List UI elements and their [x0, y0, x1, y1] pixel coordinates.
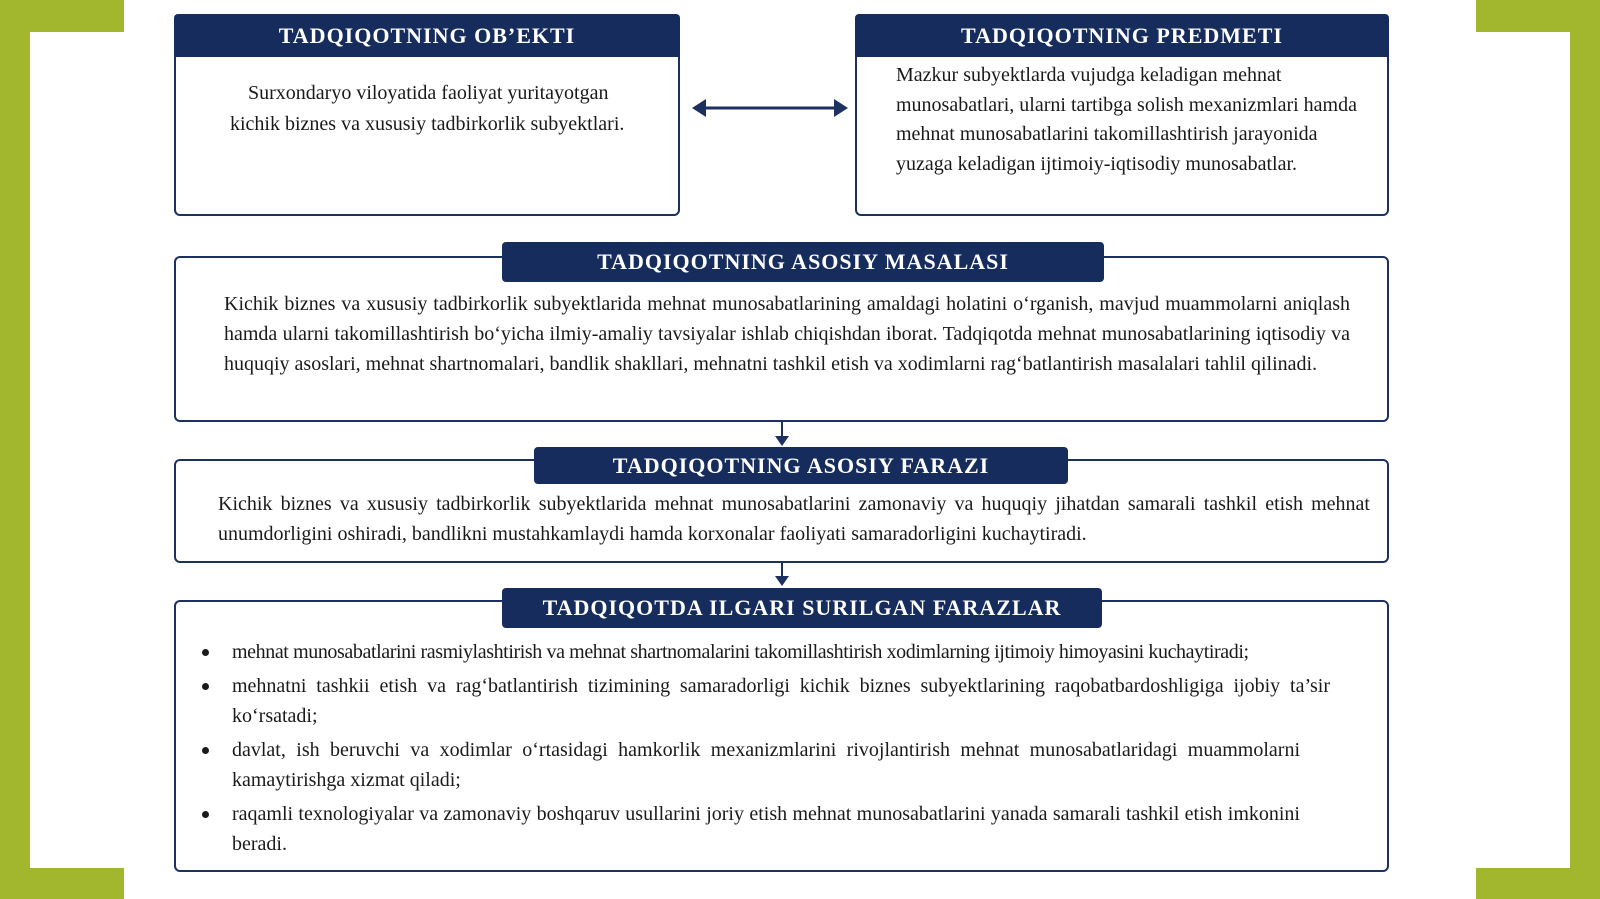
hypothesis-text: raqamli texnologiyalar va zamonaviy boshqaruv usullarini joriy etish mehnat munosabatlarini yanada samarali tashkil etish imkonini beradi. — [232, 803, 1300, 855]
list-item — [202, 735, 1380, 795]
list-item — [202, 671, 1380, 731]
hypotheses-list-wrap — [202, 637, 1380, 863]
bullet-icon — [202, 683, 209, 690]
hypothesis-text: mehnatni tashkii etish va rag‘batlantirish tizimining samaradorligi kichik biznes subyektlarining raqobatbardoshligiga ijobiy ta’sir ko‘rsatadi; — [232, 675, 1330, 727]
left-frame-inner — [30, 32, 124, 868]
subject-text: Mazkur subyektlarda vujudga keladigan mehnat munosabatlari, ularni tartibga solish mexanizmlari hamda mehnat munosabatlarini takomillashtirish jarayonida yuzaga keladigan ijtimoiy-iqtisodiy munosabatlar. — [896, 64, 1357, 175]
list-item — [202, 799, 1380, 859]
hypothesis-text: mehnat munosabatlarini rasmiylashtirish va mehnat shartnomalarini takomillashtirish xodimlarning ijtimoiy himoyasini kuchaytiradi; — [232, 641, 1249, 663]
double-arrow — [690, 96, 850, 120]
hypothesis-text: davlat, ish beruvchi va xodimlar o‘rtasidagi hamkorlik mexanizmlarini rivojlantirish mehnat munosabatlaridagi muammolarni kamaytirishga xizmat qiladi; — [232, 739, 1300, 791]
main-task-text: Kichik biznes va xususiy tadbirkorlik subyektlarida mehnat munosabatlarining amaldagi holatini o‘rganish, mavjud muammolarni aniqlash hamda ularni takomillashtirish bo‘yicha ilmiy-amaliy tavsiyalar ishlab chiqishdan iborat. Tadqiqotda mehnat munosabatlarining iqtisodiy va huquqiy asoslari, mehnat shartnomalari, bandlik shakllari, mehnatni tashkil etish va xodimlarni rag‘batlantirish masalalari tahlil qilinadi. — [224, 293, 1350, 375]
bullet-icon — [202, 649, 209, 656]
bullet-icon — [202, 747, 209, 754]
subject-title: TADQIQOTNING PREDMETI — [855, 14, 1389, 57]
hypotheses-title: TADQIQOTDA ILGARI SURILGAN FARAZLAR — [502, 588, 1102, 628]
down-arrow-1 — [772, 420, 792, 448]
right-frame-inner — [1476, 32, 1570, 868]
main-task-title: TADQIQOTNING ASOSIY MASALASI — [502, 242, 1104, 282]
main-hypothesis-title: TADQIQOTNING ASOSIY FARAZI — [534, 447, 1068, 484]
main-hypothesis-text: Kichik biznes va xususiy tadbirkorlik subyektlarida mehnat munosabatlarini zamonaviy va huquqiy jihatdan samarali tashkil etish mehnat unumdorligini oshiradi, bandlikni mustahkamlaydi hamda korxonalar faoliyati samaradorligini kuchaytiradi. — [218, 493, 1370, 545]
object-text: Surxondaryo viloyatida faoliyat yuritayotgan kichik biznes va xususiy tadbirkorlik subyektlari. — [230, 82, 625, 135]
object-title: TADQIQOTNING OB’EKTI — [174, 14, 680, 57]
bullet-icon — [202, 811, 209, 818]
down-arrow-2 — [772, 562, 792, 588]
list-item — [202, 637, 1380, 667]
hypotheses-list — [202, 637, 1380, 859]
